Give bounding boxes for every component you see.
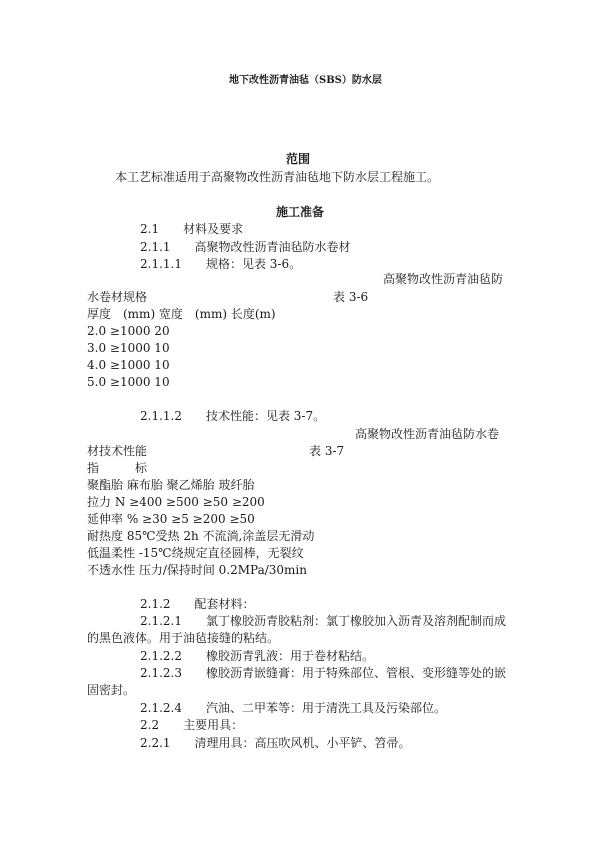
table-row: 耐热度 85℃受热 2h 不流淌,涂盖层无滑动 bbox=[87, 529, 315, 543]
clause-2-1-2-1-cont: 的黑色液体。用于油毡接缝的粘结。 bbox=[87, 631, 280, 645]
table-3-6-number: 表 3-6 bbox=[333, 290, 369, 304]
clause-2-1-2-2: 2.1.2.2 橡胶沥青乳液：用于卷材粘结。 bbox=[140, 649, 374, 663]
table-row: 5.0 ≥1000 10 bbox=[87, 375, 170, 389]
scope-paragraph: 本工艺标准适用于高聚物改性沥青油毡地下防水层工程施工。 bbox=[115, 170, 440, 184]
clause-2-1-2-3-cont: 固密封。 bbox=[87, 683, 136, 697]
document-title: 地下改性沥青油毡（SBS）防水层 bbox=[229, 75, 382, 86]
clause-2-1-2-1: 2.1.2.1 氯丁橡胶沥青胶粘剂：氯丁橡胶加入沥青及溶剂配制而成 bbox=[140, 614, 506, 628]
section-heading-preparation: 施工准备 bbox=[276, 205, 325, 219]
clause-2-1-2-3: 2.1.2.3 橡胶沥青嵌缝膏：用于特殊部位、管根、变形缝等处的嵌 bbox=[140, 666, 506, 680]
table-3-7-header: 指 标 bbox=[87, 461, 148, 475]
section-heading-scope: 范围 bbox=[286, 152, 311, 166]
table-row: 2.0 ≥1000 20 bbox=[87, 324, 170, 338]
clause-2-1: 2.1 材料及要求 bbox=[140, 222, 244, 236]
table-3-7-title-cont: 材技术性能 bbox=[87, 444, 148, 458]
table-row: 不透水性 压力/保持时间 0.2MPa/30min bbox=[87, 563, 307, 577]
clause-2-1-1-2: 2.1.1.2 技术性能：见表 3-7。 bbox=[140, 409, 326, 423]
table-3-6-header: 厚度 (mm) 宽度 (mm) 长度(m) bbox=[87, 307, 276, 321]
clause-2-1-1-1: 2.1.1.1 规格：见表 3-6。 bbox=[140, 257, 302, 271]
table-row: 拉力 N ≥400 ≥500 ≥50 ≥200 bbox=[87, 495, 265, 509]
table-3-7-title: 高聚物改性沥青油毡防水卷 bbox=[355, 427, 500, 441]
table-3-7-number: 表 3-7 bbox=[309, 444, 345, 458]
clause-2-1-2-4: 2.1.2.4 汽油、二甲苯等：用于清洗工具及污染部位。 bbox=[140, 701, 446, 715]
table-3-6-title-cont: 水卷材规格 bbox=[87, 290, 148, 304]
table-row: 3.0 ≥1000 10 bbox=[87, 341, 170, 355]
table-row: 4.0 ≥1000 10 bbox=[87, 358, 170, 372]
clause-2-1-2: 2.1.2 配套材料： bbox=[140, 597, 255, 611]
table-row: 延伸率 % ≥30 ≥5 ≥200 ≥50 bbox=[87, 512, 255, 526]
clause-2-1-1: 2.1.1 高聚物改性沥青油毡防水卷材 bbox=[140, 240, 351, 254]
table-3-6-title: 高聚物改性沥青油毡防 bbox=[383, 272, 504, 286]
table-row: 低温柔性 -15℃绕规定直径圆棒，无裂纹 bbox=[87, 546, 304, 560]
clause-2-2: 2.2 主要用具： bbox=[140, 718, 244, 732]
table-row: 聚酯胎 麻布胎 聚乙烯胎 玻纤胎 bbox=[87, 478, 255, 492]
clause-2-2-1: 2.2.1 清理用具：高压吹风机、小平铲、笤帚。 bbox=[140, 736, 411, 750]
